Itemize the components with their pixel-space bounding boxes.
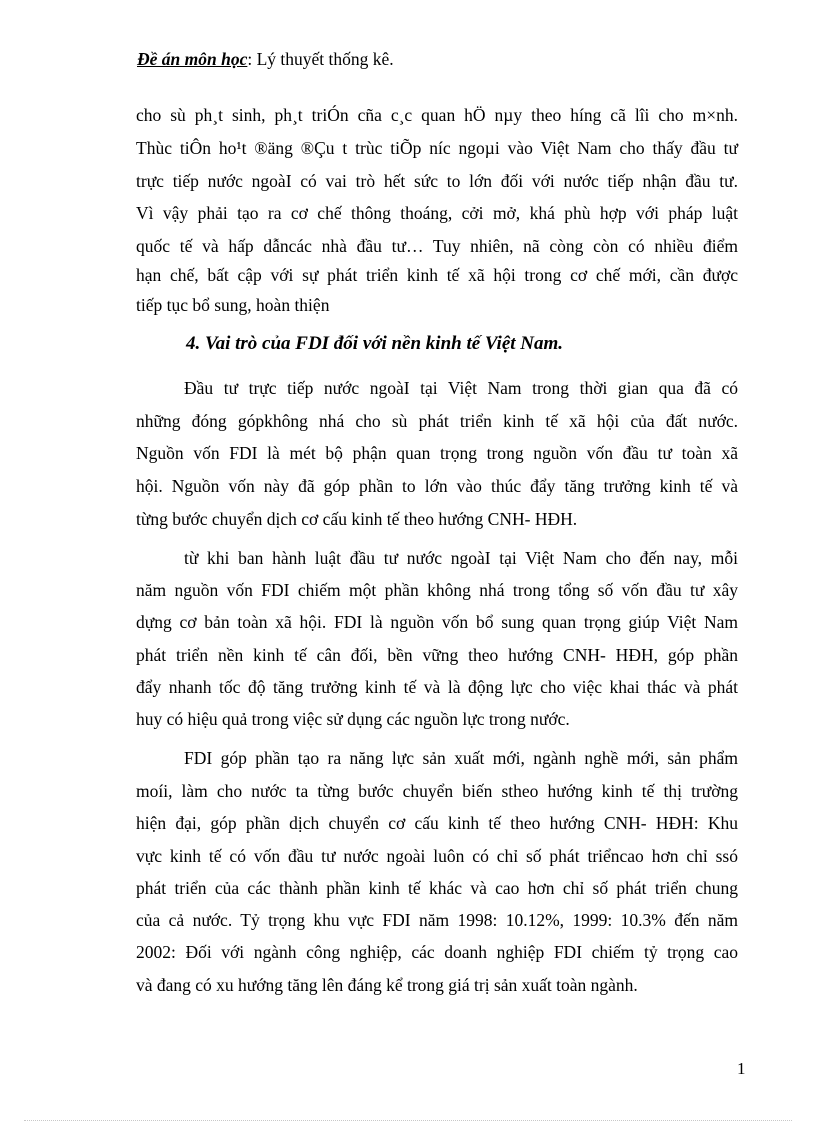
paragraph-1-line: hội. Nguồn vốn này đã góp phần to lớn vào thúc đẩy tăng trưởng kinh tế và — [136, 476, 738, 496]
paragraph-2-line: năm nguồn vốn FDI chiếm một phần không nhá trong tổng số vốn đầu tư xây — [136, 580, 738, 600]
paragraph-2-line: dựng cơ bản toàn xã hội. FDI là nguồn vốn bổ sung quan trọng giúp Việt Nam — [136, 612, 738, 632]
header-subject: : Lý thuyết thống kê. — [247, 49, 394, 69]
paragraph-1-line: những đóng gópkhông nhá cho sù phát triển kinh tế xã hội của đất nước. — [136, 411, 738, 431]
paragraph-3-line: FDI góp phần tạo ra năng lực sản xuất mới, ngành nghề mới, sản phẩm — [184, 748, 738, 768]
intro-line: quốc tế và hấp dẫncác nhà đầu tư… Tuy nhiên, nã còng còn có nhiều điểm — [136, 236, 738, 256]
header-label: Đề án môn học — [137, 49, 248, 69]
paragraph-3-line: hiện đại, góp phần dịch chuyển cơ cấu kinh tế theo hướng CNH- HĐH: Khu — [136, 813, 738, 833]
paragraph-2-line: phát triển nền kinh tế cân đối, bền vững theo hướng CNH- HĐH, góp phần — [136, 645, 738, 665]
intro-line: tiếp tục bổ sung, hoàn thiện — [136, 295, 330, 315]
intro-line: Vì vậy phải tạo ra cơ chế thông thoáng, cởi mở, khá phù hợp với pháp luật — [136, 203, 738, 223]
paragraph-1-line: Nguồn vốn FDI là mét bộ phận quan trọng trong nguồn vốn đầu tư toàn xã — [136, 443, 738, 463]
intro-line: cho sù ph¸t sinh, ph¸t triÓn cña c¸c quan hÖ nµy theo híng cã lîi cho m×nh. — [136, 105, 738, 125]
paragraph-3-line: moíi, làm cho nước ta từng bước chuyển biến stheo hướng kinh tế thị trường — [136, 781, 738, 801]
intro-line: hạn chế, bất cập với sự phát triển kinh tế xã hội trong cơ chế mới, cần được — [136, 265, 738, 285]
page-header — [137, 47, 394, 71]
paragraph-2-line: huy có hiệu quả trong việc sử dụng các nguồn lực trong nước. — [136, 709, 570, 729]
paragraph-3-line: phát triển của các thành phần kinh tế khác và cao hơn chỉ số phát triển chung — [136, 878, 738, 898]
page-number: 1 — [737, 1059, 746, 1078]
paragraph-3-line: vực kinh tế có vốn đầu tư nước ngoài luôn có chỉ số phát triểncao hơn chỉ ssó — [136, 846, 738, 866]
paragraph-1-line: Đầu tư trực tiếp nước ngoàI tại Việt Nam trong thời gian qua đã có — [184, 378, 738, 398]
paragraph-3-line: của cả nước. Tỷ trọng khu vực FDI năm 1998: 10.12%, 1999: 10.3% đến năm — [136, 910, 738, 930]
intro-line: trực tiếp nước ngoàI có vai trò hết sức to lớn đối với nước tiếp nhận đầu tư. — [136, 171, 738, 191]
page-bottom-divider — [24, 1120, 792, 1121]
paragraph-2-line: từ khi ban hành luật đầu tư nước ngoàI tại Việt Nam cho đến nay, mỗi — [184, 548, 738, 568]
paragraph-3-line: và đang có xu hướng tăng lên đáng kể trong giá trị sản xuất toàn ngành. — [136, 975, 638, 995]
paragraph-2-line: đẩy nhanh tốc độ tăng trưởng kinh tế và là động lực cho việc khai thác và phát — [136, 677, 738, 697]
paragraph-3-line: 2002: Đối với ngành công nghiệp, các doanh nghiệp FDI chiếm tỷ trọng cao — [136, 942, 738, 962]
paragraph-1-line: từng bước chuyển dịch cơ cấu kinh tế theo hướng CNH- HĐH. — [136, 509, 578, 529]
intro-line: Thùc tiÔn ho¹t ®äng ®Çu t trùc tiÕp níc ngoµi vào Việt Nam cho thấy đầu tư — [136, 138, 738, 158]
section-heading: 4. Vai trò của FDI đối với nền kinh tế Việt Nam. — [186, 333, 564, 354]
